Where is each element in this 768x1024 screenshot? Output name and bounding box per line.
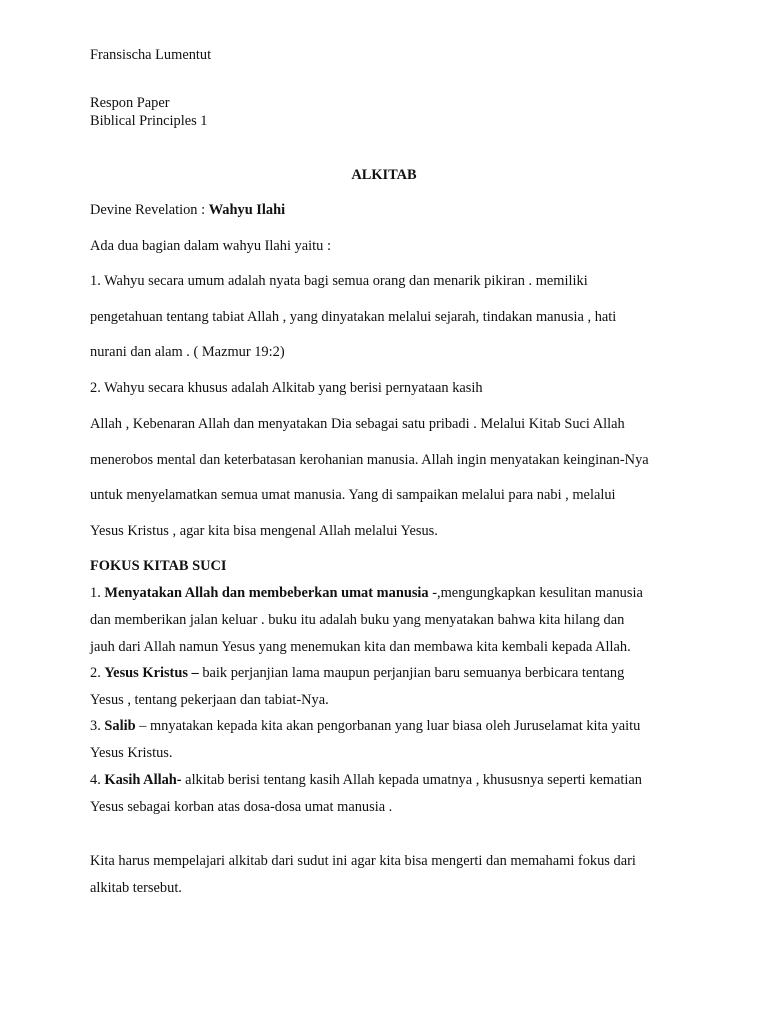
revelation-term: Wahyu Ilahi [208,202,286,218]
focus-item-text: – mnyatakan kepada kita akan pengorbanan yang luar biasa oleh Juruselamat kita yaitu [135,718,641,734]
author-name: Fransischa Lumentut [90,47,212,63]
focus-heading: FOKUS KITAB SUCI [90,558,227,574]
focus-item-line [90,771,642,789]
focus-item-continuation: jauh dari Allah namun Yesus yang menemukan kita dan membawa kita kembali kepada Allah. [90,639,631,655]
conclusion-line: Kita harus mempelajari alkitab dari sudut ini agar kita bisa mengerti dan memahami fokus dari [90,853,636,869]
document-title: ALKITAB [351,167,417,183]
revelation-prefix: Devine Revelation : [90,202,209,218]
point2-line: untuk menyelamatkan semua umat manusia. Yang di sampaikan melalui para nabi , melalui [90,487,616,503]
point2-line: Allah , Kebenaran Allah dan menyatakan Dia sebagai satu pribadi . Melalui Kitab Suci Allah [90,416,625,432]
focus-item-number: 4. [90,772,105,788]
focus-item-number: 3. [90,718,105,734]
focus-item-continuation: Yesus sebagai korban atas dosa-dosa umat manusia . [90,799,393,815]
focus-item-text: -,mengungkapkan kesulitan manusia [428,585,643,601]
point1-line: 1. Wahyu secara umum adalah nyata bagi semua orang dan menarik pikiran . memiliki [90,273,588,289]
focus-item-continuation: Yesus Kristus. [90,745,173,761]
intro-paragraph: Ada dua bagian dalam wahyu Ilahi yaitu : [90,238,331,254]
point2-line: menerobos mental dan keterbatasan kerohanian manusia. Allah ingin menyatakan keinginan-Nya [90,452,649,468]
point1-line: nurani dan alam . ( Mazmur 19:2) [90,344,285,360]
revelation-line [90,201,285,219]
focus-item-title: Yesus Kristus – [104,665,199,681]
focus-item-title: Menyatakan Allah dan membeberkan umat manusia [104,585,429,601]
focus-item-line [90,717,640,735]
focus-item-title: Salib [104,718,136,734]
point2-line: Yesus Kristus , agar kita bisa mengenal Allah melalui Yesus. [90,523,438,539]
course-name: Biblical Principles 1 [90,113,208,129]
point2-line: 2. Wahyu secara khusus adalah Alkitab yang berisi pernyataan kasih [90,380,483,396]
focus-item-continuation: Yesus , tentang pekerjaan dan tabiat-Nya. [90,692,329,708]
focus-item-number: 2. [90,665,105,681]
point1-line: pengetahuan tentang tabiat Allah , yang dinyatakan melalui sejarah, tindakan manusia , hati [90,309,617,325]
conclusion-line: alkitab tersebut. [90,880,182,896]
document-type: Respon Paper [90,95,170,111]
focus-item-text: baik perjanjian lama maupun perjanjian baru semuanya berbicara tentang [198,665,625,681]
focus-item-continuation: dan memberikan jalan keluar . buku itu adalah buku yang menyatakan bahwa kita hilang dan [90,612,625,628]
focus-item-text: alkitab berisi tentang kasih Allah kepada umatnya , khususnya seperti kematian [181,772,642,788]
focus-item-line [90,584,643,602]
focus-item-line [90,664,624,682]
focus-item-title: Kasih Allah- [104,772,182,788]
focus-item-number: 1. [90,585,105,601]
